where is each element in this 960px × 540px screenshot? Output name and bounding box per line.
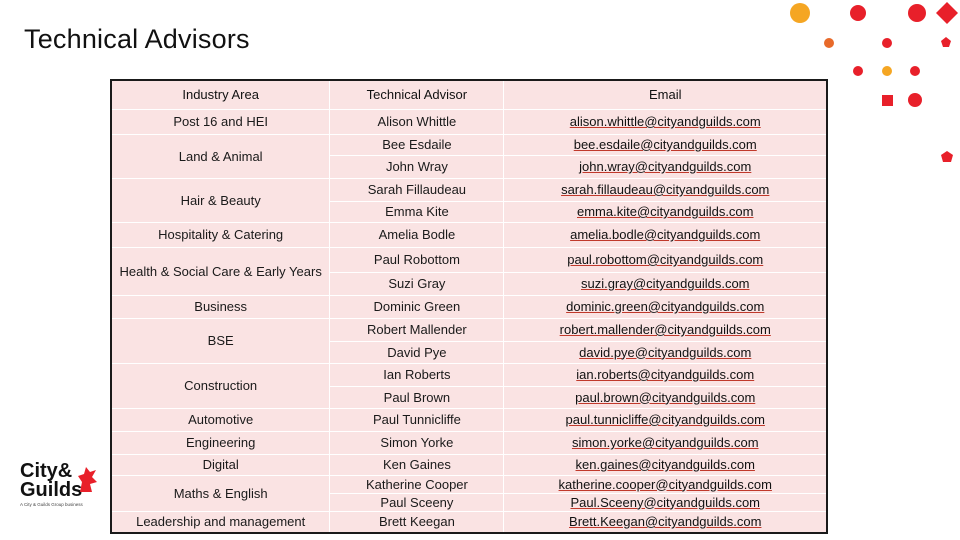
logo-line-1: City&: [20, 460, 73, 482]
industry-area-cell: Construction: [111, 364, 330, 409]
table-row: [111, 364, 827, 387]
table-row: [111, 476, 827, 494]
table-row: [111, 296, 827, 319]
email-link[interactable]: paul.brown@cityandguilds.com: [575, 389, 756, 405]
email-cell: [504, 223, 827, 248]
email-link[interactable]: katherine.cooper@cityandguilds.com: [558, 476, 772, 492]
advisor-name-cell: Robert Mallender: [330, 319, 504, 342]
table-row: [111, 432, 827, 455]
table-row: [111, 512, 827, 534]
email-cell: [504, 156, 827, 179]
advisor-name-cell: Paul Robottom: [330, 248, 504, 273]
industry-area-cell: Post 16 and HEI: [111, 110, 330, 135]
column-header-advisor: Technical Advisor: [330, 80, 504, 110]
email-link[interactable]: emma.kite@cityandguilds.com: [577, 204, 754, 219]
dot: [882, 38, 892, 48]
email-link[interactable]: john.wray@cityandguilds.com: [579, 159, 752, 174]
city-and-guilds-logo: [20, 462, 100, 524]
advisor-name-cell: Paul Brown: [330, 387, 504, 409]
advisors-table: [110, 79, 828, 534]
griffin-icon: [70, 464, 100, 494]
email-link[interactable]: david.pye@cityandguilds.com: [579, 344, 752, 360]
dot: [882, 95, 893, 106]
industry-area-cell: Engineering: [111, 432, 330, 455]
logo-tagline: A City & Guilds Group business: [20, 502, 83, 507]
table-row: [111, 248, 827, 273]
industry-area-cell: Automotive: [111, 409, 330, 432]
advisor-name-cell: Dominic Green: [330, 296, 504, 319]
email-link[interactable]: ian.roberts@cityandguilds.com: [576, 367, 755, 382]
advisor-name-cell: John Wray: [330, 156, 504, 179]
email-cell: [504, 476, 827, 494]
table-header-row: [111, 80, 827, 110]
email-cell: [504, 512, 827, 534]
advisor-name-cell: Katherine Cooper: [330, 476, 504, 494]
email-cell: [504, 342, 827, 364]
dot: [882, 66, 892, 76]
advisor-name-cell: Paul Sceeny: [330, 494, 504, 512]
advisor-name-cell: Paul Tunnicliffe: [330, 409, 504, 432]
table-row: [111, 135, 827, 156]
dot: [908, 4, 926, 22]
industry-area-cell: Hair & Beauty: [111, 179, 330, 223]
email-link[interactable]: bee.esdaile@cityandguilds.com: [573, 137, 757, 152]
advisor-name-cell: Emma Kite: [330, 202, 504, 223]
email-link[interactable]: robert.mallender@cityandguilds.com: [559, 322, 771, 337]
advisor-name-cell: Suzi Gray: [330, 273, 504, 296]
table-row: [111, 409, 827, 432]
email-link[interactable]: alison.whittle@cityandguilds.com: [569, 114, 761, 129]
email-cell: [504, 494, 827, 512]
industry-area-cell: Leadership and management: [111, 512, 330, 534]
industry-area-cell: Health & Social Care & Early Years: [111, 248, 330, 296]
email-link[interactable]: ken.gaines@cityandguilds.com: [575, 457, 755, 472]
dot: [790, 3, 810, 23]
email-cell: [504, 409, 827, 432]
email-cell: [504, 110, 827, 135]
email-link[interactable]: sarah.fillaudeau@cityandguilds.com: [561, 182, 770, 197]
email-cell: [504, 135, 827, 156]
email-link[interactable]: Paul.Sceeny@cityandguilds.com: [570, 494, 760, 510]
table-row: [111, 319, 827, 342]
email-cell: [504, 202, 827, 223]
industry-area-cell: Land & Animal: [111, 135, 330, 179]
advisor-name-cell: Ken Gaines: [330, 455, 504, 476]
table-row: [111, 179, 827, 202]
advisor-name-cell: Alison Whittle: [330, 110, 504, 135]
page-title: Technical Advisors: [24, 24, 250, 54]
column-header-industry: Industry Area: [111, 80, 330, 110]
email-link[interactable]: amelia.bodle@cityandguilds.com: [570, 227, 761, 242]
dot: [824, 38, 834, 48]
email-cell: [504, 273, 827, 296]
industry-area-cell: Business: [111, 296, 330, 319]
dot: [850, 5, 866, 21]
dot: [910, 66, 920, 76]
email-cell: [504, 179, 827, 202]
column-header-email: Email: [504, 80, 827, 110]
email-cell: [504, 319, 827, 342]
advisor-name-cell: Amelia Bodle: [330, 223, 504, 248]
advisor-name-cell: Simon Yorke: [330, 432, 504, 455]
dot: [936, 2, 958, 24]
industry-area-cell: Digital: [111, 455, 330, 476]
industry-area-cell: BSE: [111, 319, 330, 364]
email-cell: [504, 432, 827, 455]
industry-area-cell: Hospitality & Catering: [111, 223, 330, 248]
dot: [941, 37, 951, 47]
decorative-dot: [940, 150, 954, 164]
email-cell: [504, 387, 827, 409]
email-cell: [504, 296, 827, 319]
advisor-name-cell: David Pye: [330, 342, 504, 364]
email-link[interactable]: dominic.green@cityandguilds.com: [566, 299, 765, 314]
advisor-name-cell: Bee Esdaile: [330, 135, 504, 156]
advisor-name-cell: Brett Keegan: [330, 512, 504, 534]
email-link[interactable]: simon.yorke@cityandguilds.com: [571, 435, 759, 450]
table-body: [111, 110, 827, 534]
email-link[interactable]: Brett.Keegan@cityandguilds.com: [569, 514, 762, 529]
email-link[interactable]: paul.robottom@cityandguilds.com: [567, 252, 764, 267]
table-row: [111, 223, 827, 248]
table-row: [111, 455, 827, 476]
email-cell: [504, 364, 827, 387]
dot: [853, 66, 863, 76]
email-link[interactable]: paul.tunnicliffe@cityandguilds.com: [565, 412, 765, 427]
logo-line-2: Guilds: [20, 479, 83, 501]
email-link[interactable]: suzi.gray@cityandguilds.com: [580, 276, 750, 291]
email-cell: [504, 248, 827, 273]
industry-area-cell: Maths & English: [111, 476, 330, 512]
advisor-name-cell: Sarah Fillaudeau: [330, 179, 504, 202]
table-row: [111, 110, 827, 135]
email-cell: [504, 455, 827, 476]
advisor-name-cell: Ian Roberts: [330, 364, 504, 387]
dot: [908, 93, 922, 107]
